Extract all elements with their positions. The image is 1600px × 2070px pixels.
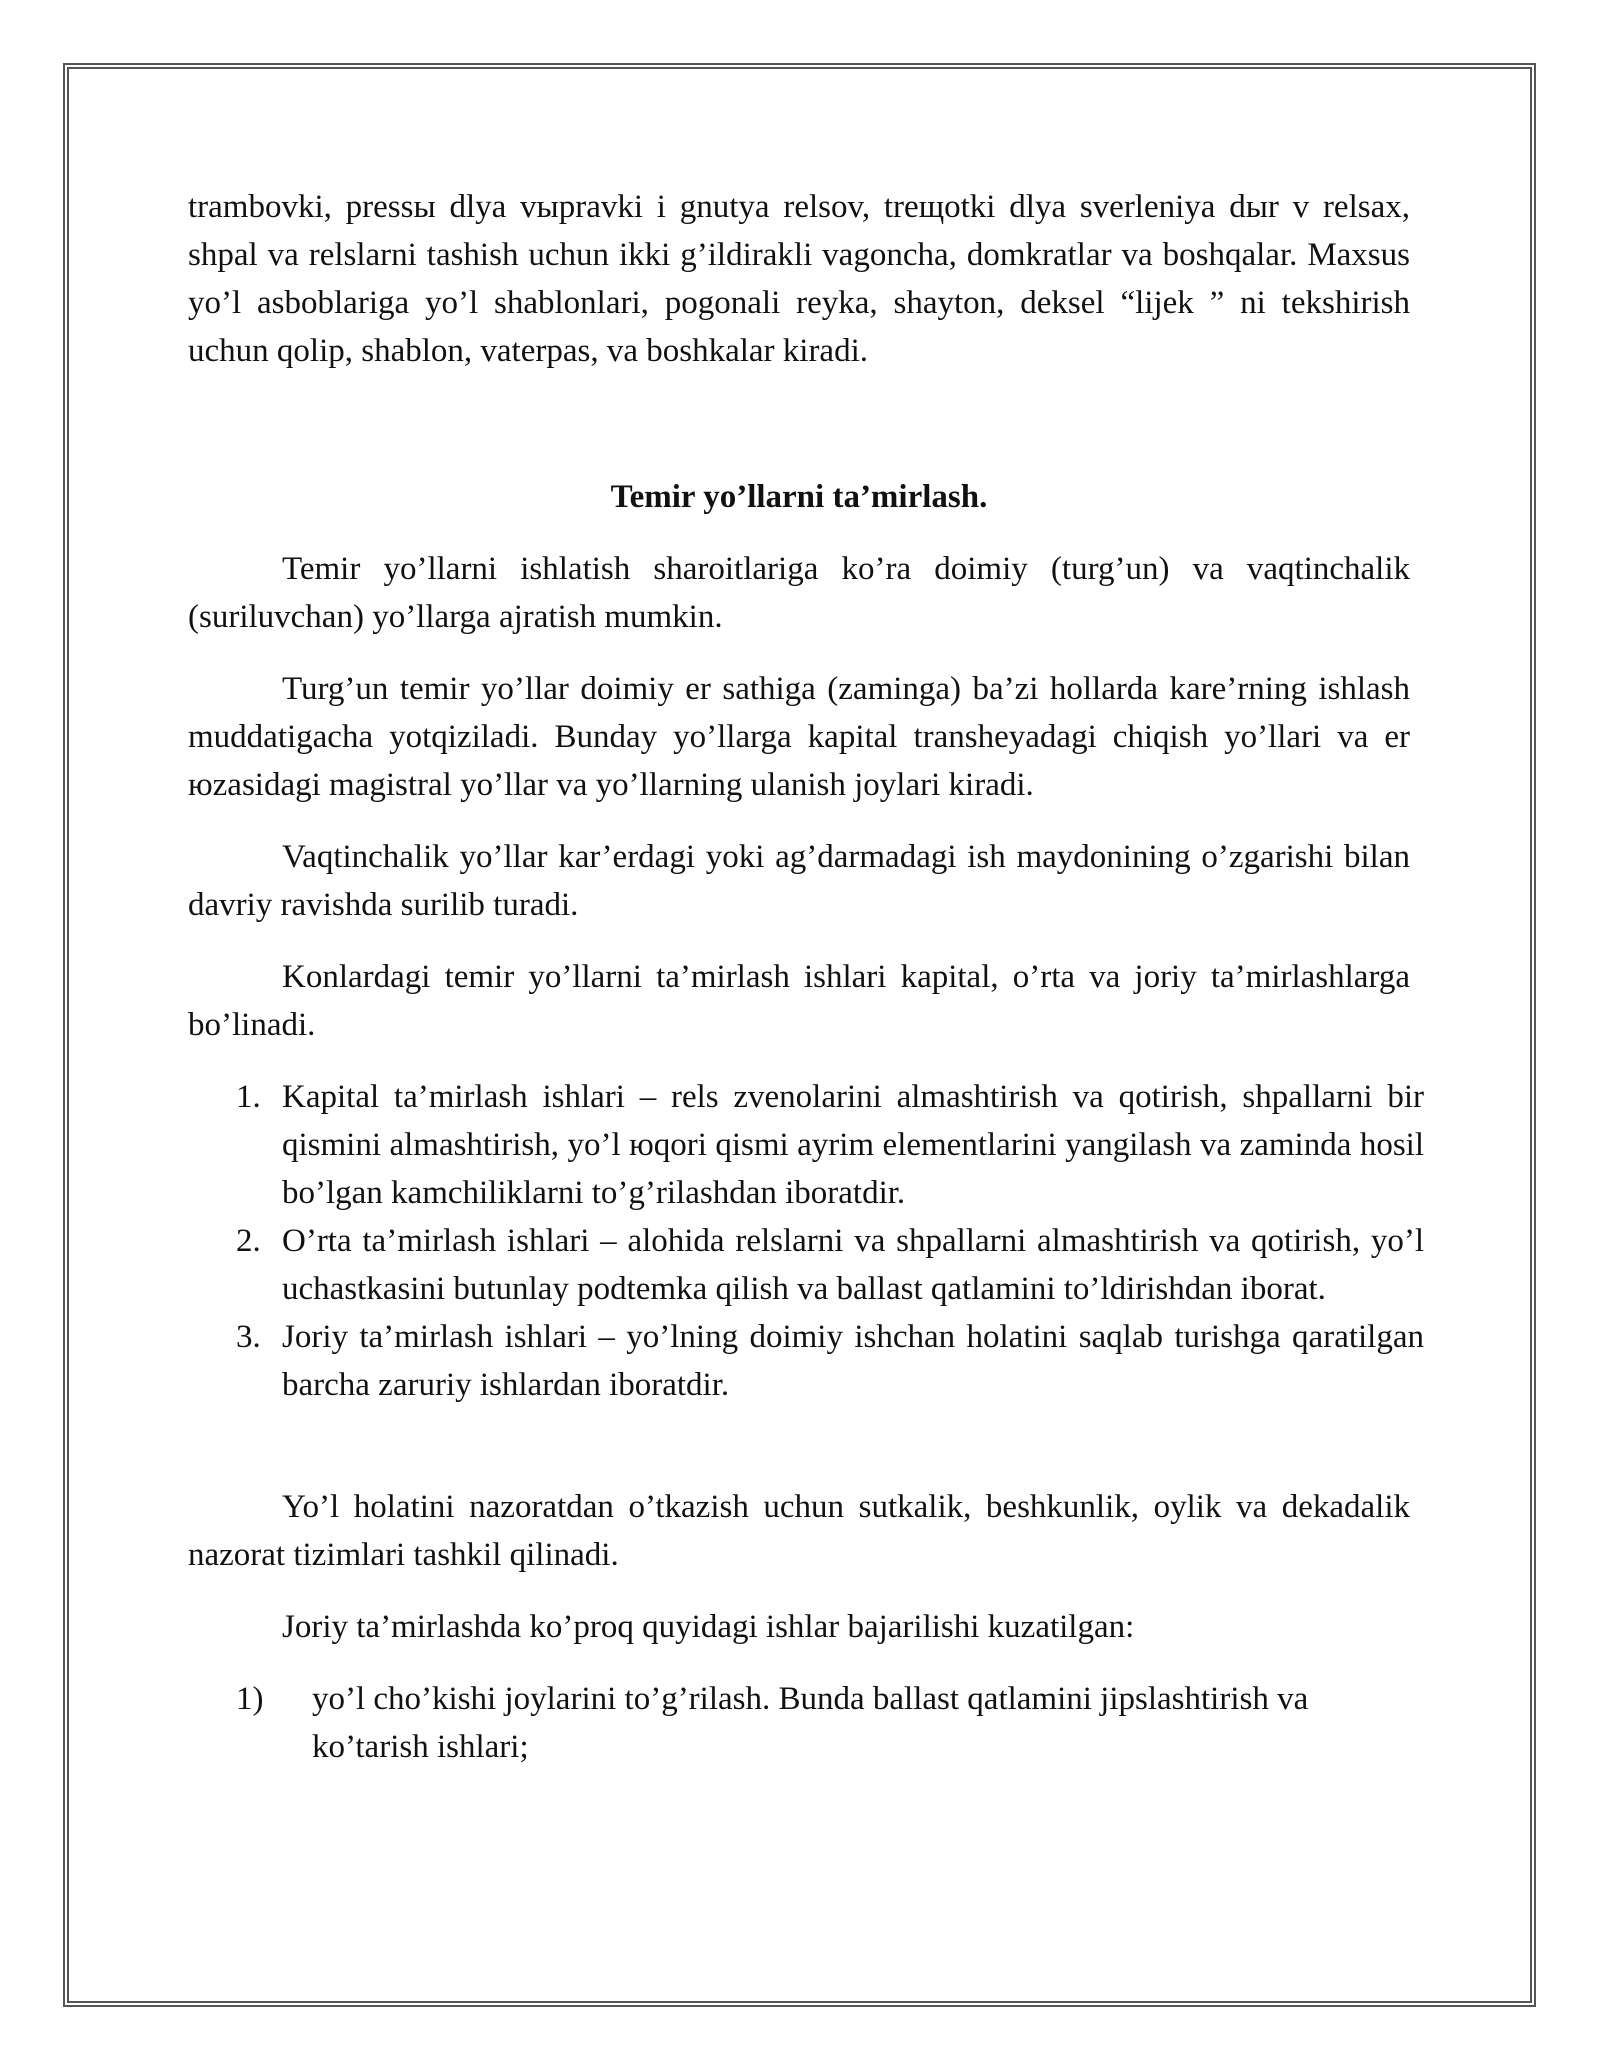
list-item-text: yo’l cho’kishi joylarini to’g’rilash. Bunda ballast qatlamini jipslashtirish va ko’tarish ishlari; — [312, 1681, 1309, 1765]
list-item — [188, 1313, 1424, 1409]
document-body — [188, 183, 1424, 1771]
list-item-text: Kapital ta’mirlash ishlari – rels zvenolarini almashtirish va qotirish, shpallarni bir qismini almashtirish, yo’l юqori qismi ayrim elementlarini yangilash va zaminda hosil bo’lgan kamchiliklarni to’g’rilashdan iboratdir. — [282, 1079, 1424, 1211]
paragraph-repair-types: Konlardagi temir yo’llarni ta’mirlash ishlari kapital, o’rta va joriy ta’mirlashlarga bo’linadi. — [188, 959, 1410, 1043]
list-item-text: O’rta ta’mirlash ishlari – alohida relslarni va shpallarni almashtirish va qotirish, yo’l uchastkasini butunlay podtemka qilish va ballast qatlamini to’ldirishdan iborat. — [282, 1223, 1424, 1307]
repair-types-list — [188, 1073, 1424, 1409]
section-title: Temir yo’llarni ta’mirlash. — [610, 479, 988, 515]
paragraph-track-types: Temir yo’llarni ishlatish sharoitlariga ko’ra doimiy (turg’un) va vaqtinchalik (suriluvchan) yo’llarga ajratish mumkin. — [188, 551, 1410, 635]
list-item — [188, 1217, 1424, 1313]
paragraph-temporary-tracks: Vaqtinchalik yo’llar kar’erdagi yoki ag’darmadagi ish maydonining o’zgarishi bilan davriy ravishda surilib turadi. — [188, 839, 1410, 923]
current-repair-list — [188, 1675, 1410, 1771]
intro-paragraph: trambovki, pressы dlya vыpravki i gnutya relsov, treщotki dlya sverleniya dыr v relsax, shpal va relslarni tashish uchun ikki g’ildirakli vagoncha, domkratlar va boshqalar. Maxsus yo’l asboblariga yo’l shablonlari, pogonali reyka, shayton, deksel “lijek ” ni tekshirish uchun qolip, shablon, vaterpas, va boshkalar kiradi. — [188, 189, 1410, 369]
list-item-text: Joriy ta’mirlash ishlari – yo’lning doimiy ishchan holatini saqlab turishga qaratilgan barcha zaruriy ishlardan iboratdir. — [282, 1319, 1424, 1403]
list-marker: 1. — [236, 1079, 261, 1115]
paragraph-permanent-tracks: Turg’un temir yo’llar doimiy er sathiga (zaminga) ba’zi hollarda kare’rning ishlash muddatigacha yotqiziladi. Bunday yo’llarga kapital transheyadagi chiqish yo’llari va er юzasidagi magistral yo’llar va yo’llarning ulanish joylari kiradi. — [188, 671, 1410, 803]
list-marker: 2. — [236, 1223, 261, 1259]
paragraph-current-repair-intro: Joriy ta’mirlashda ko’proq quyidagi ishlar bajarilishi kuzatilgan: — [282, 1609, 1135, 1645]
list-marker: 1) — [236, 1681, 264, 1717]
list-item — [188, 1073, 1424, 1217]
paragraph-inspection: Yo’l holatini nazoratdan o’tkazish uchun sutkalik, beshkunlik, oylik va dekadalik nazorat tizimlari tashkil qilinadi. — [188, 1489, 1410, 1573]
list-item — [188, 1675, 1410, 1771]
list-marker: 3. — [236, 1319, 261, 1355]
